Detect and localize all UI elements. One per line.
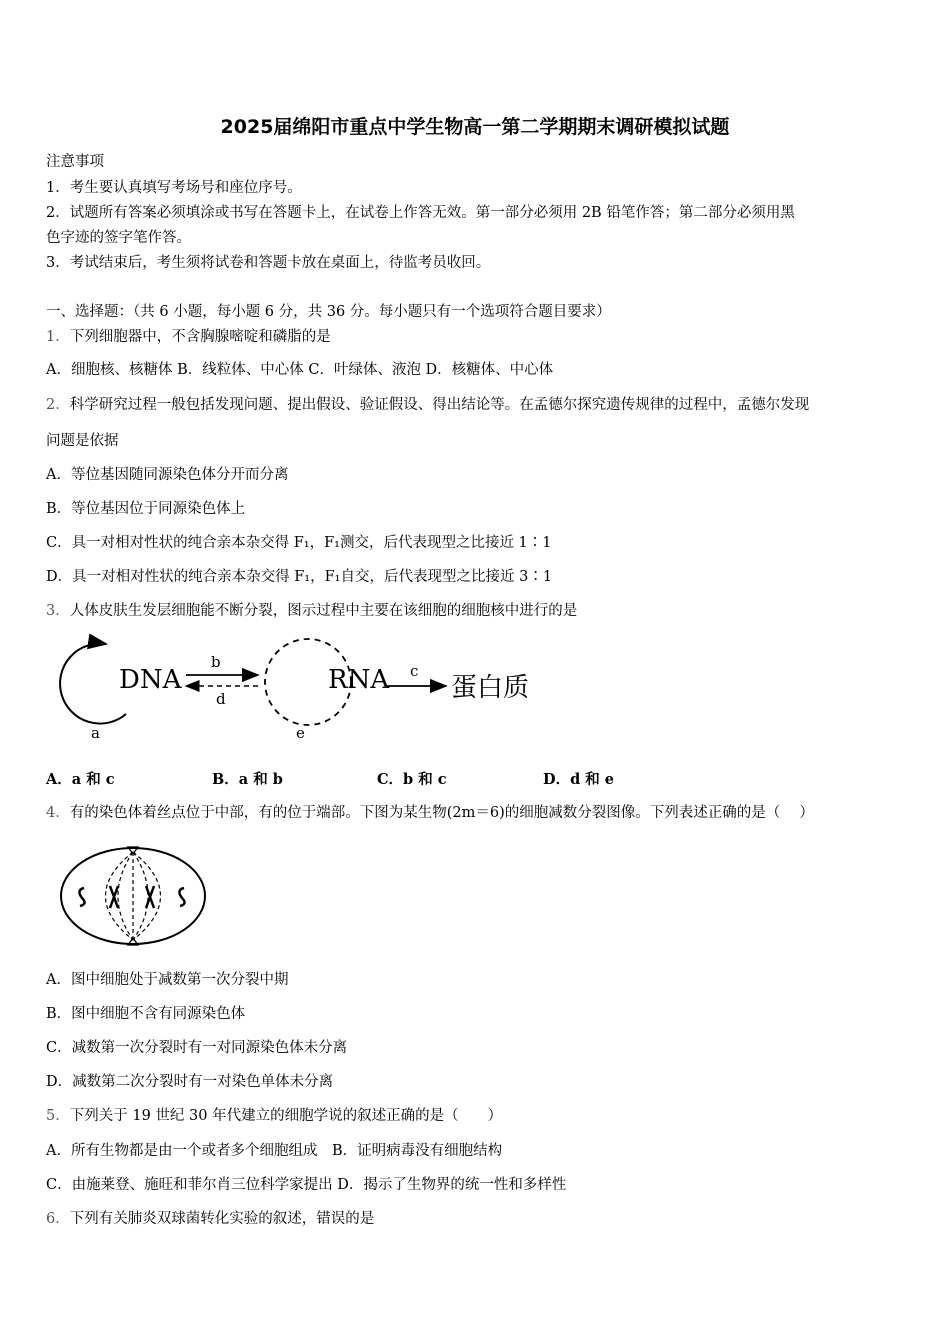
question-number: 4． [46,805,70,821]
replication-loop-a [60,644,126,724]
question-number: 6． [46,1211,70,1227]
rna-label: RNA [328,665,390,695]
notice-item: 3．考试结束后，考生须将试卷和答题卡放在桌面上，待监考员收回。 [46,255,491,271]
meiosis-cell-diagram [58,844,208,948]
question-stem-continued: 问题是依据 [46,433,119,449]
option-a-b: A．所有生物都是由一个或者多个细胞组成 B．证明病毒没有细胞结构 [46,1143,503,1159]
question-6 [46,1209,374,1229]
question-stem: 人体皮肤生发层细胞能不断分裂，图示过程中主要在该细胞的细胞核中进行的是 [69,603,578,619]
question-stem: 科学研究过程一般包括发现问题、提出假设、验证假设、得出结论等。在孟德尔探究遗传规律的过程中，孟德尔发现 [69,397,810,413]
label-d: d [216,690,226,708]
central-dogma-diagram [46,632,566,747]
option-a: A．a 和 c [46,771,115,788]
option-c: C．具一对相对性状的纯合亲本杂交得 F₁，F₁测交，后代表现型之比接近 1∶1 [46,535,552,551]
section-heading: 一、选择题：（共 6 小题，每小题 6 分，共 36 分。每小题只有一个选项符合题目要求） [46,304,611,320]
option-d: D．减数第二次分裂时有一对染色单体未分离 [46,1074,334,1090]
notice-item: 2．试题所有答案必须填涂或书写在答题卡上，在试卷上作答无效。第一部分必须用 2B 铅笔作答；第二部分必须用黑 [46,205,795,221]
notice-item: 色字迹的签字笔作答。 [46,230,191,246]
option-b: B．等位基因位于同源染色体上 [46,501,246,517]
option-b: B．a 和 b [212,771,283,788]
question-number: 2． [46,397,70,413]
question-stem: 下列关于 19 世纪 30 年代建立的细胞学说的叙述正确的是（ ） [69,1108,503,1124]
question-4 [46,803,814,823]
dna-label: DNA [119,665,182,695]
question-1 [46,327,331,347]
page-title: 2025届绵阳市重点中学生物高一第二学期期末调研模拟试题 [220,116,730,138]
question-1-options: A．细胞核、核糖体 B．线粒体、中心体 C．叶绿体、液泡 D．核糖体、中心体 [46,362,554,378]
label-a: a [91,724,100,742]
question-2 [46,395,809,415]
option-c-d: C．由施莱登、施旺和菲尔肖三位科学家提出 D．揭示了生物界的统一性和多样性 [46,1177,567,1193]
question-stem: 下列有关肺炎双球菌转化实验的叙述，错误的是 [69,1211,375,1227]
label-b: b [211,653,221,671]
label-c: c [410,662,419,680]
option-c: C．b 和 c [377,771,447,788]
question-number: 1． [46,329,70,345]
protein-label: 蛋白质 [451,673,530,703]
question-number: 3． [46,603,70,619]
option-a: A．等位基因随同源染色体分开而分离 [46,467,289,483]
option-d: D．具一对相对性状的纯合亲本杂交得 F₁，F₁自交，后代表现型之比接近 3∶1 [46,569,553,585]
notice-heading: 注意事项 [46,154,104,170]
question-5 [46,1106,502,1126]
question-stem: 有的染色体着丝点位于中部，有的位于端部。下图为某生物(2m＝6)的细胞减数分裂图像。下列表述正确的是（ ） [69,805,814,821]
notice-item: 1．考生要认真填写考场号和座位序号。 [46,180,302,196]
option-b: B．图中细胞不含有同源染色体 [46,1006,246,1022]
question-3 [46,601,577,621]
option-d: D．d 和 e [543,771,615,788]
option-a: A．图中细胞处于减数第一次分裂中期 [46,972,289,988]
question-stem: 下列细胞器中，不含胸腺嘧啶和磷脂的是 [69,329,331,345]
question-number: 5． [46,1108,70,1124]
option-c: C．减数第一次分裂时有一对同源染色体未分离 [46,1040,348,1056]
label-e: e [296,724,305,742]
